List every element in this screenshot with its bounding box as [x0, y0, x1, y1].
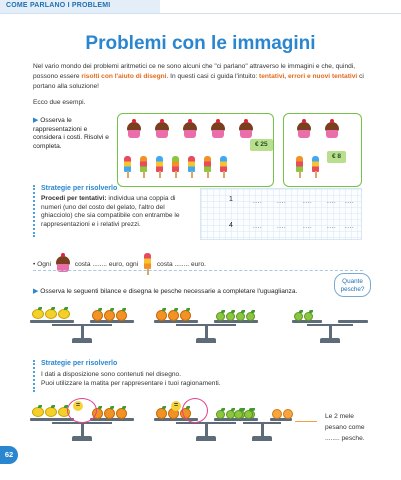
lemon-icon — [58, 309, 70, 319]
scale-post — [205, 325, 208, 339]
cupcake-cherry — [302, 119, 306, 123]
scale-pan-left — [232, 418, 254, 421]
lemon-icon — [32, 309, 44, 319]
popsicle-icon — [188, 156, 195, 178]
apple-icon — [226, 312, 235, 321]
cupcake-icon — [155, 122, 169, 138]
section-label: COME PARLANO I PROBLEMI — [6, 2, 111, 9]
strategy2-title: Strategie per risolverlo — [41, 360, 118, 367]
intro-paragraph — [33, 62, 373, 92]
price-tag-1: € 25 — [250, 139, 273, 151]
popsicle-body — [188, 156, 195, 172]
popsicle-stick — [175, 171, 177, 178]
leaf-icon — [221, 408, 225, 411]
popsicle-stick — [159, 171, 161, 178]
intro-ecco: Ecco due esempi. — [33, 99, 86, 106]
orange-icon — [104, 408, 115, 419]
leaf-icon — [162, 406, 166, 409]
popsicle-body — [124, 156, 131, 172]
speech-bubble: Quante pesche? — [334, 273, 371, 297]
leaf-icon — [98, 308, 102, 311]
side-note-line-3: ........ pesche. — [325, 435, 365, 442]
ogni-prefix: • Ogni — [33, 260, 52, 268]
grid-blank: .... — [253, 223, 263, 230]
ogni-costa-2: costa ........ euro. — [156, 260, 206, 268]
example1-instruction-text: Osserva le rappresentazioni e considera i costi. Risolvi e completa. — [33, 117, 109, 150]
popsicle-body — [220, 156, 227, 172]
strategy2-marker — [33, 360, 35, 392]
intro-text-1: Nel vario mondo dei problemi aritmetici ce ne sono alcuni che "ci parlano" attraverso le immagini e che, quindi, possono essere — [33, 63, 356, 80]
ogni-costa-1: costa ........ euro, ogni — [74, 260, 139, 268]
leaf-icon — [231, 310, 235, 313]
equal-sign-icon: = — [171, 401, 181, 411]
cupcake-icon — [239, 122, 253, 138]
orange-icon — [180, 310, 191, 321]
apple-icon — [216, 410, 225, 419]
leaf-icon — [98, 406, 102, 409]
intro-text-2: . In questi casi ci guida l'intuito: — [166, 73, 260, 80]
scale-post — [81, 325, 84, 339]
popsicle-body — [204, 156, 211, 172]
peach-icon — [283, 409, 293, 419]
cupcake-wrapper — [240, 130, 252, 138]
strategy1-bold: Procedi per tentativi: — [41, 195, 107, 202]
strategy1-title: Strategie per risolverlo — [41, 185, 118, 192]
cupcake-cherry — [188, 119, 192, 123]
grid-row1-number: 1 — [229, 196, 233, 203]
grid-blank: .... — [327, 223, 337, 230]
strategy2-line-1: I dati a disposizione sono contenuti nel disegno. — [41, 371, 182, 378]
ogni-line — [33, 253, 206, 275]
popsicle-body — [312, 156, 319, 172]
apple-icon — [244, 410, 253, 419]
cupcake-icon — [211, 122, 225, 138]
workspace-grid[interactable] — [200, 188, 362, 240]
highlight-circle — [67, 398, 97, 423]
apple-icon — [246, 312, 255, 321]
scale-foot — [252, 436, 272, 441]
lemon-icon — [32, 407, 44, 417]
popsicle-icon — [156, 156, 163, 178]
lemon-icon — [45, 309, 57, 319]
peach-icon — [272, 409, 282, 419]
leaf-icon — [309, 310, 313, 313]
leaf-icon — [231, 408, 235, 411]
leaf-icon — [249, 408, 253, 411]
example2-instruction-text: Osserva le seguenti bilance e disegna le pesche necessarie a completare l'uguaglianza. — [40, 288, 298, 295]
answer-blank — [295, 412, 317, 422]
popsicle-icon — [312, 156, 319, 178]
leaf-icon — [241, 310, 245, 313]
grid-blank: .... — [327, 198, 337, 205]
page-title: Problemi con le immagini — [85, 33, 316, 54]
scale-post — [261, 423, 264, 437]
leaf-icon — [110, 308, 114, 311]
cupcake-wrapper — [128, 130, 140, 138]
price-tag-2: € 8 — [327, 151, 346, 163]
scale-foot — [72, 338, 92, 343]
orange-icon — [116, 310, 127, 321]
side-note-line-2: pesano come — [325, 424, 365, 431]
leaf-icon — [251, 310, 255, 313]
apple-icon — [216, 312, 225, 321]
lemon-icon — [45, 407, 57, 417]
intro-highlight-1: risolti con l'aiuto di disegni — [81, 73, 167, 80]
grid-blank: .... — [345, 198, 355, 205]
orange-icon — [92, 310, 103, 321]
leaf-icon — [122, 308, 126, 311]
popsicle-icon — [140, 156, 147, 178]
leaf-icon — [122, 406, 126, 409]
scale-foot — [196, 338, 216, 343]
popsicle-icon — [296, 156, 303, 178]
leaf-icon — [221, 310, 225, 313]
cupcake-wrapper — [212, 130, 224, 138]
cupcake-icon — [325, 122, 339, 138]
popsicle-stick — [127, 171, 129, 178]
apple-icon — [234, 410, 243, 419]
scale-post — [329, 325, 332, 339]
leaf-icon — [299, 310, 303, 313]
scale-post — [81, 423, 84, 437]
apple-icon — [304, 312, 313, 321]
popsicle-stick — [143, 171, 145, 178]
scale-pan-left — [30, 418, 74, 421]
highlight-circle — [182, 398, 208, 423]
popsicle-stick — [223, 171, 225, 178]
grid-blank: .... — [277, 223, 287, 230]
popsicle-icon — [172, 156, 179, 178]
cupcake-wrapper — [156, 130, 168, 138]
header-divider — [0, 13, 401, 14]
scale-foot — [72, 436, 92, 441]
arrow-icon: ▶ — [33, 288, 39, 295]
apple-icon — [294, 312, 303, 321]
cupcake-cherry — [132, 119, 136, 123]
cupcake-wrapper — [326, 130, 338, 138]
side-note — [325, 411, 365, 444]
example1-instruction — [33, 117, 113, 151]
popsicle-icon — [220, 156, 227, 178]
orange-icon — [168, 310, 179, 321]
orange-icon — [156, 310, 167, 321]
popsicle-body — [140, 156, 147, 172]
grid-blank: .... — [277, 198, 287, 205]
section-divider — [33, 270, 363, 271]
example2-instruction — [33, 287, 297, 295]
scale-post — [205, 423, 208, 437]
orange-icon — [116, 408, 127, 419]
grid-blank: .... — [345, 223, 355, 230]
scale-foot — [320, 338, 340, 343]
scale-foot — [196, 436, 216, 441]
popsicle-stick — [207, 171, 209, 178]
popsicle-body — [296, 156, 303, 172]
popsicle-stick — [299, 171, 301, 178]
cupcake-cherry — [244, 119, 248, 123]
strategy1-body: individua una coppia di numeri (uno del costo del gelato, l'altro del ghiacciolo) che sia compatibile con entrambe le rappresentazioni e i relativi prezzi. — [41, 195, 180, 228]
cupcake-icon — [297, 122, 311, 138]
cupcake-icon — [127, 122, 141, 138]
grid-blank: .... — [253, 198, 263, 205]
orange-icon — [156, 408, 167, 419]
intro-highlight-2: tentativi, errori e nuovi tentativi — [259, 73, 358, 80]
grid-blank: .... — [303, 198, 313, 205]
popsicle-stick — [315, 171, 317, 178]
leaf-icon — [239, 408, 243, 411]
cupcake-cherry — [216, 119, 220, 123]
popsicle-body — [172, 156, 179, 172]
popsicle-icon — [144, 253, 151, 275]
cupcake-icon — [183, 122, 197, 138]
leaf-icon — [174, 308, 178, 311]
scale-pan-right — [338, 320, 368, 323]
leaf-icon — [162, 308, 166, 311]
leaf-icon — [186, 308, 190, 311]
strategy1-text — [41, 195, 191, 229]
leaf-icon — [110, 406, 114, 409]
cupcake-wrapper — [298, 130, 310, 138]
representation-box-2 — [283, 113, 362, 187]
intro-text-3: ci portano alla soluzione! — [33, 73, 364, 90]
page-number: 62 — [0, 446, 18, 464]
apple-icon — [236, 312, 245, 321]
cupcake-cherry — [160, 119, 164, 123]
grid-row2-number: 4 — [229, 222, 233, 229]
strategy2-line-2: Puoi utilizzare la matita per rappresentare i tuoi ragionamenti. — [41, 380, 221, 387]
grid-blank: .... — [303, 223, 313, 230]
scale-pan-left — [30, 320, 74, 323]
cupcake-cherry — [330, 119, 334, 123]
orange-icon — [104, 310, 115, 321]
popsicle-icon — [124, 156, 131, 178]
side-note-line-1: Le 2 mele — [325, 413, 354, 420]
strategy1-marker — [33, 185, 35, 237]
cupcake-wrapper — [184, 130, 196, 138]
equal-sign-icon: = — [73, 401, 83, 411]
popsicle-icon — [204, 156, 211, 178]
popsicle-body — [156, 156, 163, 172]
arrow-icon: ▶ — [33, 117, 39, 124]
popsicle-stick — [191, 171, 193, 178]
